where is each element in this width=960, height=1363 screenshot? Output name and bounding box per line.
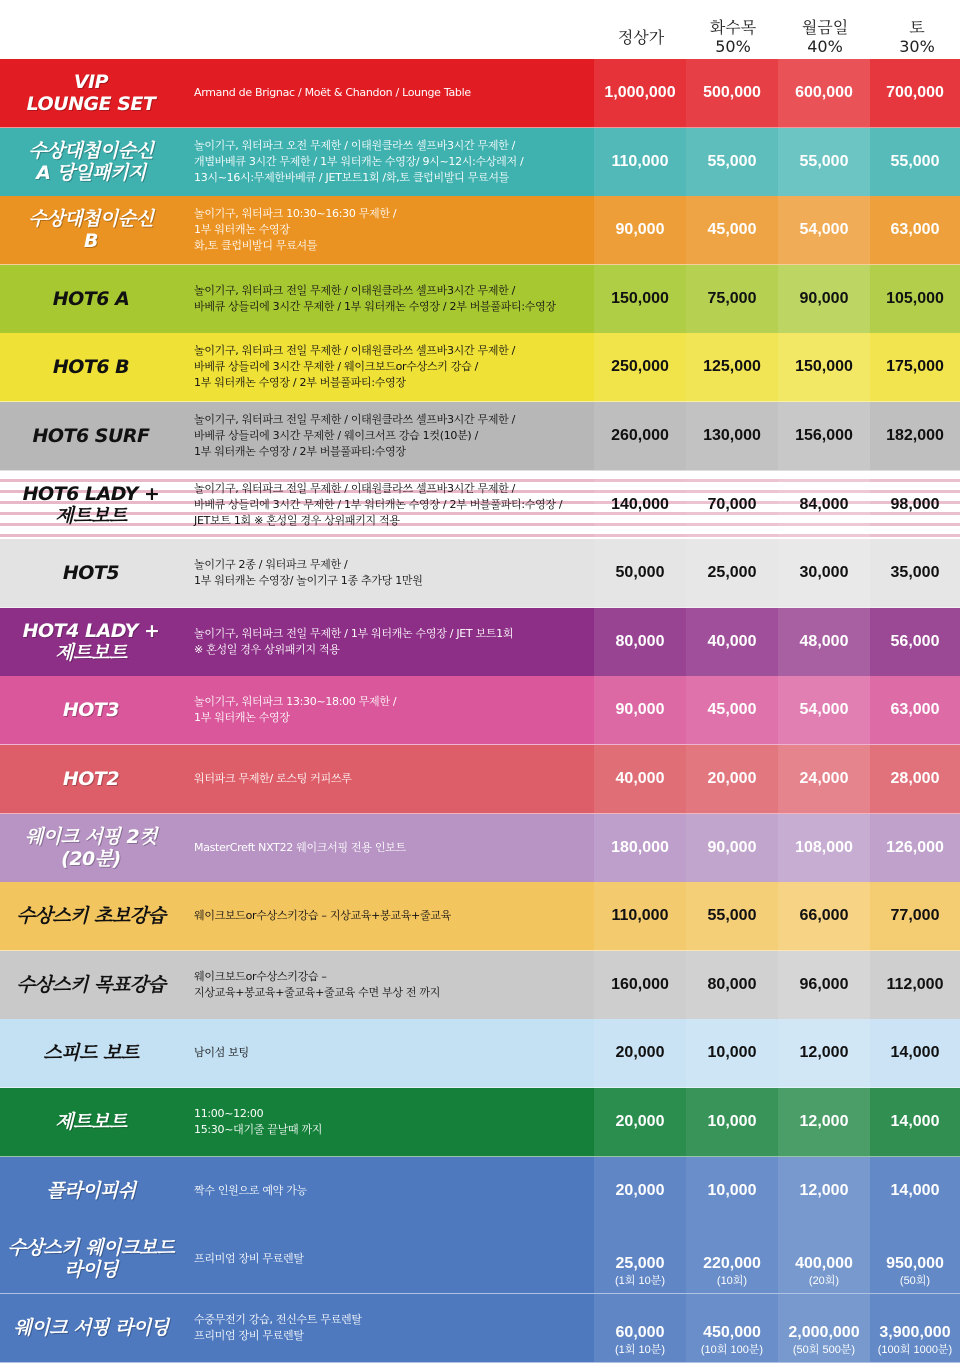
price-value: 28,000 [890, 770, 940, 787]
header-mon-fri-day: 월금일 [801, 18, 849, 37]
price-value: 90,000 [707, 838, 757, 856]
header-sat-discount: 30% [899, 37, 935, 56]
price-sat [870, 196, 960, 264]
price-value: 25,000 [615, 1255, 665, 1273]
price-value: 112,000 [886, 975, 944, 993]
package-row [0, 745, 960, 814]
price-sat [870, 951, 960, 1019]
price-regular [594, 402, 686, 470]
price-sat [870, 745, 960, 813]
price-value: 180,000 [611, 838, 669, 856]
price-value: 950,000 [886, 1255, 944, 1273]
package-name: HOT6 B [52, 356, 130, 379]
package-description: 놀이기구, 워터파크 전일 무제한 / 이태원클라쓰 셀프바3시간 무제한 / 바베큐 상들리에 3시간 무제한 / 1부 워터캐논 수영장 / 2부 버블풀파티:수영장 [194, 283, 556, 313]
price-mon-fri [778, 265, 870, 333]
price-mon-fri [778, 882, 870, 950]
package-row [0, 676, 960, 745]
package-name: HOT3 [62, 699, 120, 722]
price-value: 20,000 [707, 770, 757, 787]
package-description-cell [182, 1157, 594, 1225]
package-row [0, 539, 960, 608]
package-row [0, 1294, 960, 1363]
price-mon-fri [778, 333, 870, 401]
price-sat [870, 128, 960, 196]
package-description-cell [182, 745, 594, 813]
package-description-cell [182, 471, 594, 539]
price-tue-thu [686, 402, 778, 470]
price-value: 125,000 [703, 358, 761, 376]
price-value: 12,000 [799, 1181, 849, 1199]
price-value: 700,000 [886, 84, 944, 101]
price-mon-fri [778, 951, 870, 1019]
price-tue-thu [686, 1019, 778, 1087]
package-description: 놀이기구, 워터파크 13:30~18:00 무제한 / 1부 워터캐논 수영장 [194, 695, 397, 725]
price-sat [870, 882, 960, 950]
price-value: 96,000 [799, 975, 849, 993]
price-value: 66,000 [799, 907, 849, 925]
package-name: HOT6 SURF [32, 425, 150, 447]
price-value: 77,000 [890, 907, 940, 925]
package-description: 프리미엄 장비 무료렌탈 [194, 1252, 304, 1266]
package-row [0, 471, 960, 540]
header-sat-day: 토 [909, 18, 925, 37]
price-value: 40,000 [707, 632, 757, 650]
price-value: 14,000 [890, 1181, 940, 1199]
package-description-cell [182, 402, 594, 470]
package-description: 놀이기구, 워터파크 오전 무제한 / 이태원클라쓰 셀프바3시간 무제한 / 개별바베큐 3시간 무제한 / 1부 워터캐논 수영장/ 9시~12시:수상레저 / 13시~16시:무제한바베큐 / JET보트1회 /화,토 클럽비발디 무료셔틀 [194, 138, 524, 184]
price-value: 25,000 [707, 564, 757, 582]
price-value: 1,000,000 [604, 84, 676, 101]
header-tue-thu [687, 15, 779, 59]
price-value: 20,000 [615, 1044, 665, 1062]
package-description-cell [182, 196, 594, 264]
price-sat [870, 1088, 960, 1156]
package-description-cell [182, 539, 594, 607]
price-value: 84,000 [799, 495, 849, 513]
price-mon-fri [778, 128, 870, 196]
package-description: 짝수 인원으로 예약 가능 [194, 1183, 307, 1197]
price-regular [594, 676, 686, 744]
price-value: 50,000 [615, 564, 665, 582]
price-value: 35,000 [890, 564, 940, 582]
price-value: 20,000 [615, 1113, 665, 1130]
price-value: 160,000 [611, 975, 669, 993]
price-value: 500,000 [703, 84, 761, 101]
header-mon-fri-discount: 40% [807, 37, 843, 56]
price-mon-fri [778, 676, 870, 744]
package-description: 남이섬 보팅 [194, 1046, 249, 1060]
price-value: 10,000 [707, 1044, 757, 1062]
package-description-cell [182, 1225, 594, 1293]
package-description: 웨이크보드or수상스키강습 – 지상교육+봉교육+줄교육 [194, 909, 451, 923]
price-mon-fri [778, 1294, 870, 1362]
price-tue-thu [686, 539, 778, 607]
package-description-cell [182, 1019, 594, 1087]
price-regular [594, 1294, 686, 1362]
price-sat [870, 265, 960, 333]
price-tue-thu [686, 1088, 778, 1156]
package-name: VIP LOUNGE SET [26, 71, 156, 115]
header-tue-thu-discount: 50% [715, 37, 751, 56]
package-row [0, 608, 960, 677]
header-mon-fri [779, 15, 871, 59]
price-tue-thu [686, 951, 778, 1019]
price-value: 600,000 [795, 84, 853, 101]
price-value: 105,000 [886, 289, 944, 307]
price-sat [870, 402, 960, 470]
package-description-cell [182, 882, 594, 950]
price-value: 45,000 [707, 701, 757, 719]
price-value: 98,000 [890, 495, 940, 513]
price-value: 130,000 [703, 427, 761, 444]
price-value: 140,000 [611, 495, 669, 513]
price-regular [594, 1088, 686, 1156]
package-description: 놀이기구, 워터파크 전일 무제한 / 이태원클라쓰 셀프바3시간 무제한 / 바베큐 상들리에 3시간 무제한 / 1부 워터캐논 수영장 / 2부 버블풀파티:수영장 / JET보트 1회 ※ 혼성일 경우 상위패키지 적용 [194, 481, 563, 527]
package-description-cell [182, 676, 594, 744]
price-value: 48,000 [799, 632, 849, 650]
price-value: 56,000 [890, 632, 940, 650]
package-name: HOT4 LADY + 제트보트 [22, 619, 160, 664]
price-value: 156,000 [795, 427, 853, 444]
price-tue-thu [686, 1294, 778, 1362]
price-mon-fri [778, 745, 870, 813]
price-mon-fri [778, 1157, 870, 1225]
price-note: (50회 500분) [792, 1343, 856, 1356]
price-value: 175,000 [886, 358, 944, 376]
price-value: 24,000 [799, 770, 849, 787]
price-tue-thu [686, 1225, 778, 1293]
price-tue-thu [686, 265, 778, 333]
price-value: 80,000 [707, 975, 757, 993]
price-value: 108,000 [795, 838, 853, 856]
package-description-cell [182, 608, 594, 676]
price-value: 54,000 [799, 701, 849, 719]
package-description: Armand de Brignac / Moët & Chandon / Lounge Table [194, 86, 471, 99]
package-row [0, 265, 960, 334]
price-value: 12,000 [799, 1044, 849, 1062]
price-value: 55,000 [890, 152, 940, 170]
price-value: 90,000 [615, 701, 665, 719]
package-name: 스피드 보트 [43, 1042, 139, 1065]
price-value: 220,000 [703, 1255, 761, 1273]
package-description-cell [182, 333, 594, 401]
price-tue-thu [686, 676, 778, 744]
price-regular [594, 951, 686, 1019]
price-note: (100회 1000분) [877, 1343, 953, 1356]
package-description-cell [182, 1088, 594, 1156]
price-note: (1회 10분) [615, 1343, 665, 1356]
price-value: 75,000 [707, 289, 757, 307]
package-row [0, 1088, 960, 1157]
header-regular [595, 15, 687, 59]
price-mon-fri [778, 59, 870, 127]
price-mon-fri [778, 196, 870, 264]
price-value: 150,000 [795, 358, 853, 376]
price-value: 182,000 [886, 427, 944, 444]
price-tue-thu [686, 196, 778, 264]
package-description: 놀이기구, 워터파크 10:30~16:30 무제한 / 1부 워터캐논 수영장 화,토 클럽비발디 무료셔틀 [194, 207, 397, 253]
price-value: 14,000 [890, 1044, 940, 1062]
price-regular [594, 333, 686, 401]
package-description-cell [182, 1294, 594, 1362]
package-name: 웨이크 서핑 라이딩 [13, 1316, 169, 1339]
price-value: 45,000 [707, 221, 757, 239]
package-name: 수상스키 목표강습 [16, 973, 166, 996]
price-value: 10,000 [707, 1181, 757, 1199]
price-tue-thu [686, 814, 778, 882]
price-regular [594, 1019, 686, 1087]
package-description-cell [182, 128, 594, 196]
price-sat [870, 539, 960, 607]
package-description: 놀이기구, 워터파크 전일 무제한 / 이태원클라쓰 셀프바3시간 무제한 / 바베큐 상들리에 3시간 무제한 / 웨이크보드or수상스키 강습 / 1부 워터캐논 수영장 / 2부 버블풀파티:수영장 [194, 344, 516, 390]
header-tue-thu-day: 화수목 [709, 18, 757, 37]
price-note: (20회) [808, 1275, 840, 1288]
package-description-cell [182, 951, 594, 1019]
price-tue-thu [686, 128, 778, 196]
price-value: 63,000 [890, 701, 940, 719]
price-value: 250,000 [611, 358, 669, 376]
price-sat [870, 333, 960, 401]
price-sat [870, 471, 960, 539]
price-value: 110,000 [611, 907, 669, 925]
package-description: 웨이크보드or수상스키강습 – 지상교육+봉교육+줄교육+줄교육 수면 부상 전 까지 [194, 969, 441, 999]
price-mon-fri [778, 471, 870, 539]
price-mon-fri [778, 1225, 870, 1293]
price-value: 260,000 [611, 427, 669, 444]
price-regular [594, 1225, 686, 1293]
price-value: 60,000 [615, 1323, 665, 1341]
price-regular [594, 1157, 686, 1225]
price-tue-thu [686, 745, 778, 813]
price-regular [594, 745, 686, 813]
package-description-cell [182, 814, 594, 882]
package-name: 제트보트 [55, 1111, 127, 1133]
price-mon-fri [778, 1088, 870, 1156]
price-note: (10회) [716, 1275, 748, 1288]
price-value: 63,000 [890, 221, 940, 239]
package-row [0, 196, 960, 265]
package-row [0, 128, 960, 197]
price-regular [594, 471, 686, 539]
header-sat [871, 15, 960, 59]
package-row [0, 1019, 960, 1088]
package-name: HOT5 [62, 562, 120, 585]
price-mon-fri [778, 1019, 870, 1087]
package-row [0, 333, 960, 402]
package-name: 수상스키 초보강습 [16, 905, 166, 928]
package-row [0, 59, 960, 128]
price-value: 10,000 [707, 1113, 757, 1130]
price-regular [594, 814, 686, 882]
price-regular [594, 265, 686, 333]
price-value: 110,000 [611, 152, 669, 170]
price-tue-thu [686, 882, 778, 950]
price-value: 54,000 [799, 221, 849, 239]
price-value: 450,000 [703, 1323, 761, 1341]
price-sat [870, 1157, 960, 1225]
price-value: 70,000 [707, 495, 757, 513]
price-regular [594, 608, 686, 676]
package-name: 수상대첩이순신 A 당일패키지 [28, 139, 154, 184]
price-value: 30,000 [799, 564, 849, 582]
package-row [0, 951, 960, 1020]
price-tue-thu [686, 59, 778, 127]
price-value: 14,000 [890, 1113, 940, 1130]
package-name: HOT6 A [52, 287, 130, 310]
package-description: MasterCreft NXT22 웨이크서핑 전용 인보트 [194, 840, 406, 854]
price-tue-thu [686, 608, 778, 676]
price-regular [594, 128, 686, 196]
price-value: 400,000 [795, 1255, 853, 1273]
package-name: 수상대첩이순신 B [28, 208, 154, 253]
price-sat [870, 608, 960, 676]
price-regular [594, 882, 686, 950]
price-value: 80,000 [615, 632, 665, 650]
price-regular [594, 59, 686, 127]
price-value: 126,000 [886, 838, 944, 856]
package-row [0, 814, 960, 883]
price-header [15, 15, 960, 59]
price-mon-fri [778, 539, 870, 607]
package-row [0, 882, 960, 951]
package-description: 11:00~12:00 15:30~대기줄 끝날때 까지 [194, 1107, 323, 1136]
price-value: 90,000 [615, 221, 665, 239]
price-tue-thu [686, 471, 778, 539]
price-value: 150,000 [611, 289, 669, 307]
price-tue-thu [686, 333, 778, 401]
header-regular-label: 정상가 [617, 27, 665, 47]
price-value: 55,000 [707, 907, 757, 925]
price-value: 2,000,000 [788, 1323, 860, 1341]
price-note: (50회) [899, 1275, 931, 1288]
package-description-cell [182, 59, 594, 127]
price-value: 55,000 [799, 152, 849, 170]
price-sat [870, 59, 960, 127]
package-name: 웨이크 서핑 2컷 (20분) [24, 825, 158, 870]
price-note: (1회 10분) [615, 1275, 665, 1288]
package-row [0, 1225, 960, 1294]
price-note: (10회 100분) [700, 1343, 764, 1356]
package-name: HOT6 LADY + 제트보트 [22, 482, 160, 527]
price-mon-fri [778, 608, 870, 676]
package-row [0, 1157, 960, 1226]
price-value: 55,000 [707, 152, 757, 170]
price-value: 12,000 [799, 1113, 849, 1130]
price-mon-fri [778, 402, 870, 470]
package-description: 수중무전기 강습, 전신수트 무료렌탈 프리미엄 장비 무료렌탈 [194, 1312, 362, 1342]
package-description: 놀이기구, 워터파크 전일 무제한 / 1부 워터캐논 수영장 / JET 보트1회 ※ 혼성일 경우 상위패키지 적용 [194, 626, 514, 656]
price-sat [870, 1294, 960, 1362]
price-sat [870, 1019, 960, 1087]
price-value: 40,000 [615, 770, 665, 787]
package-description: 놀이기구, 워터파크 전일 무제한 / 이태원클라쓰 셀프바3시간 무제한 / 바베큐 상들리에 3시간 무제한 / 웨이크서프 강습 1컷(10분) / 1부 워터캐논 수영장 / 2부 버블풀파티:수영장 [194, 413, 516, 458]
package-name: HOT2 [62, 768, 120, 790]
price-mon-fri [778, 814, 870, 882]
package-name: 플라이피쉬 [46, 1179, 136, 1202]
price-value: 90,000 [799, 289, 849, 307]
package-description-cell [182, 265, 594, 333]
package-description: 놀이기구 2종 / 워터파크 무제한 / 1부 워터캐논 수영장/ 놀이기구 1종 추가당 1만원 [194, 558, 423, 588]
package-description: 워터파크 무제한/ 로스팅 커피쓰루 [194, 772, 352, 785]
price-sat [870, 814, 960, 882]
package-row [0, 402, 960, 471]
price-sat [870, 676, 960, 744]
price-tue-thu [686, 1157, 778, 1225]
price-regular [594, 539, 686, 607]
package-name: 수상스키 웨이크보드 라이딩 [7, 1237, 175, 1282]
price-regular [594, 196, 686, 264]
price-value: 20,000 [615, 1181, 665, 1199]
price-value: 3,900,000 [879, 1323, 951, 1341]
price-sat [870, 1225, 960, 1293]
